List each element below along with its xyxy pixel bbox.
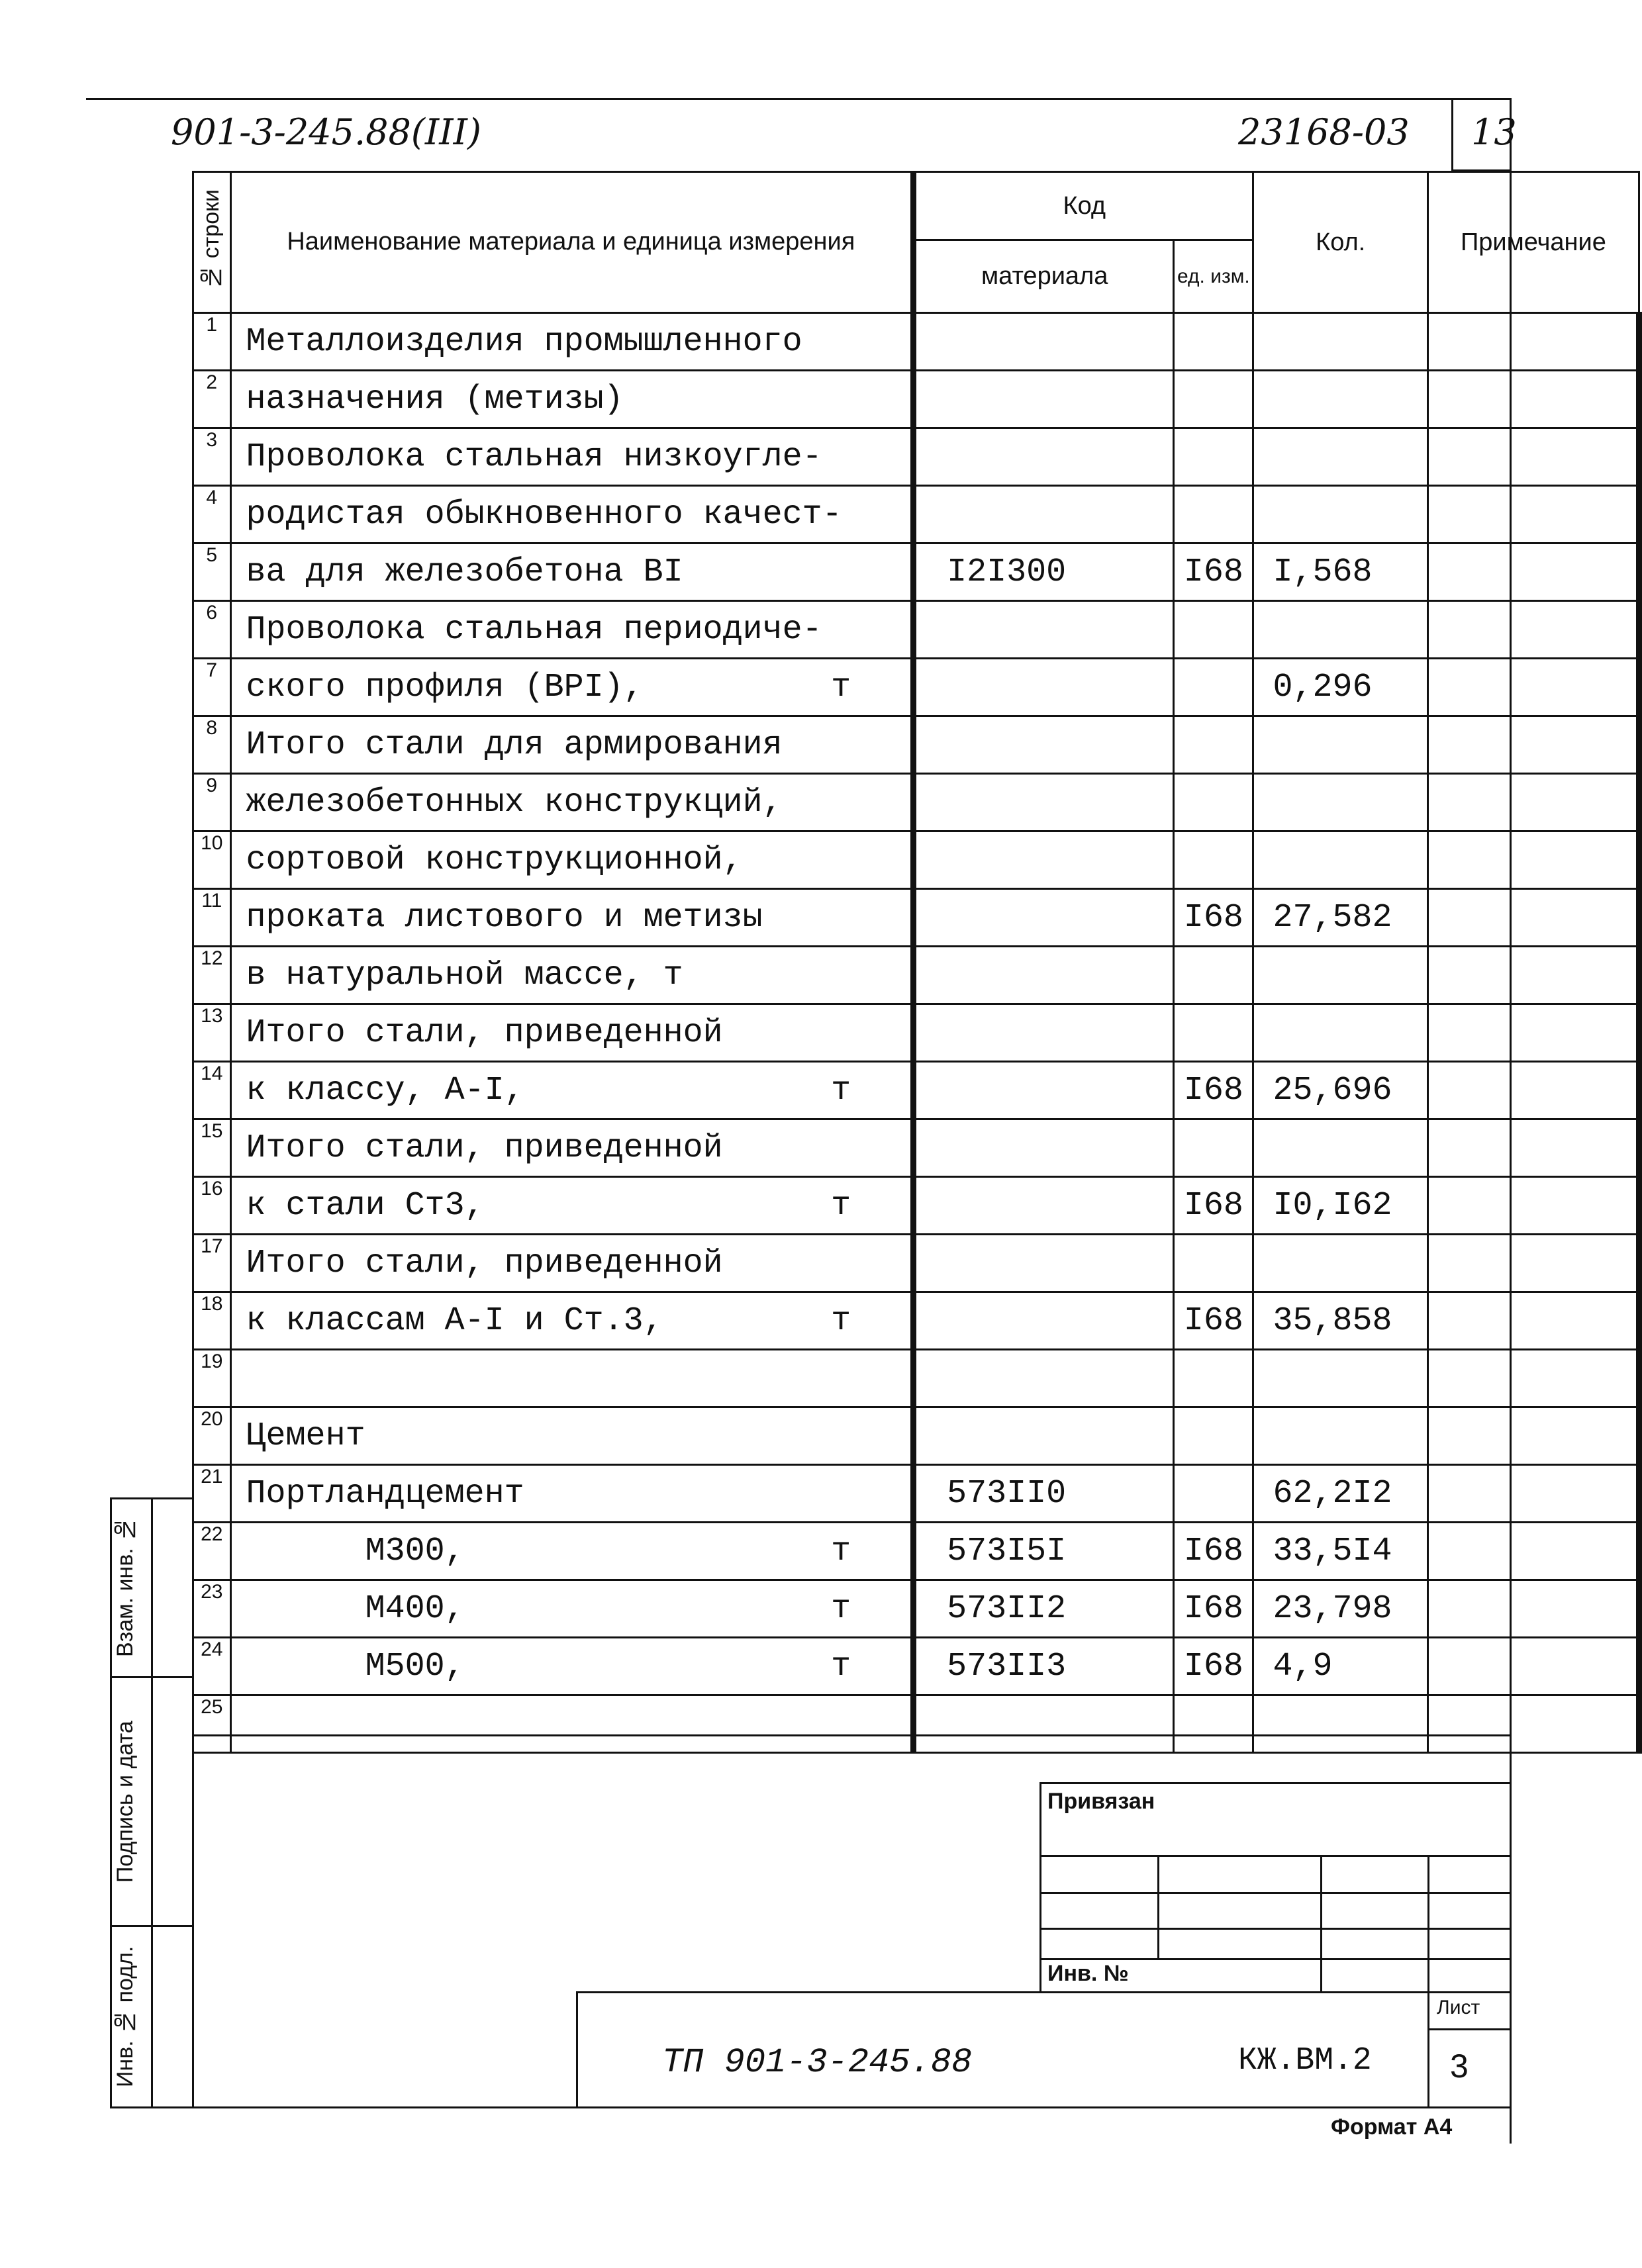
stamp-vzam: Взам. инв. №: [113, 1516, 138, 1658]
material-name-text: к классам А-I и Ст.3,: [246, 1301, 663, 1340]
row-number: 14: [193, 1062, 231, 1119]
sheet-label: Лист: [1437, 1997, 1480, 2018]
table-row: [193, 1350, 1639, 1407]
doc-designation: ТП 901-3-245.88: [662, 2043, 973, 2082]
unit-mark: т: [831, 1186, 851, 1225]
material-code: [914, 1004, 1174, 1062]
header-material: материала: [914, 240, 1174, 313]
quantity: [1253, 774, 1427, 831]
table-row: [193, 486, 1639, 543]
material-code: [914, 486, 1174, 543]
unit-code: [1174, 1695, 1253, 1753]
unit-code: I68: [1174, 1292, 1253, 1350]
sheet-number: 3: [1450, 2048, 1469, 2085]
table-row: [193, 947, 1639, 1004]
table-row: [193, 716, 1639, 774]
unit-code: I68: [1174, 1638, 1253, 1695]
note: [1427, 1407, 1639, 1465]
material-name: [230, 947, 914, 1004]
material-name: [230, 1004, 914, 1062]
material-code: [914, 889, 1174, 947]
unit-code: [1174, 1119, 1253, 1177]
note: [1427, 486, 1639, 543]
unit-code: [1174, 947, 1253, 1004]
material-name-text: к стали Ст3,: [246, 1186, 485, 1225]
unit-code: [1174, 659, 1253, 716]
note: [1427, 313, 1639, 371]
quantity: 0,296: [1253, 659, 1427, 716]
header-name: Наименование материала и единица измерения: [230, 172, 914, 313]
table-row: [193, 1119, 1639, 1177]
row-number: 20: [193, 1407, 231, 1465]
doc-code-left: 901-3-245.88(III): [171, 111, 481, 153]
material-name: [230, 1062, 914, 1119]
note: [1427, 1119, 1639, 1177]
unit-mark: т: [831, 1647, 851, 1685]
table-row: [193, 1407, 1639, 1465]
material-name-text: М300,: [246, 1532, 465, 1570]
quantity: 27,582: [1253, 889, 1427, 947]
row-number: 13: [193, 1004, 231, 1062]
table-row: [193, 1004, 1639, 1062]
note: [1427, 428, 1639, 486]
note: [1427, 1350, 1639, 1407]
table-row: [193, 1235, 1639, 1292]
quantity: I,568: [1253, 543, 1427, 601]
material-name: [230, 1177, 914, 1235]
unit-mark: т: [831, 1532, 851, 1570]
stamp-inv-podl: Инв. № подл.: [113, 1946, 138, 2087]
row-number: 2: [193, 371, 231, 428]
material-code: [914, 774, 1174, 831]
material-name: [230, 601, 914, 659]
material-code: [914, 831, 1174, 889]
table-row: [193, 1638, 1639, 1695]
note: [1427, 659, 1639, 716]
material-name-text: родистая обыкновенного качест-: [246, 495, 842, 534]
unit-code: [1174, 601, 1253, 659]
quantity: 62,2I2: [1253, 1465, 1427, 1523]
note: [1427, 1465, 1639, 1523]
material-name-text: Портландцемент: [246, 1474, 524, 1513]
material-name: [230, 1119, 914, 1177]
unit-code: I68: [1174, 1177, 1253, 1235]
table-row: [193, 1695, 1639, 1753]
unit-code: [1174, 831, 1253, 889]
material-code: 573II0: [914, 1465, 1174, 1523]
note: [1427, 1523, 1639, 1580]
table-row: [193, 1292, 1639, 1350]
table-row: [193, 1580, 1639, 1638]
table-row: [193, 889, 1639, 947]
material-name-text: к классу, А-I,: [246, 1071, 524, 1110]
note: [1427, 1004, 1639, 1062]
material-name-text: в натуральной массе, т: [246, 956, 683, 994]
doc-code-right: 23168-03: [1238, 111, 1410, 153]
unit-code: [1174, 486, 1253, 543]
note: [1427, 543, 1639, 601]
unit-code: I68: [1174, 543, 1253, 601]
material-name-text: Итого стали, приведенной: [246, 1129, 723, 1167]
table-row: [193, 428, 1639, 486]
header-unit: ед. изм.: [1174, 240, 1253, 313]
table-row: [193, 1465, 1639, 1523]
unit-code: [1174, 371, 1253, 428]
unit-code: I68: [1174, 1580, 1253, 1638]
row-number: 8: [193, 716, 231, 774]
row-number: 24: [193, 1638, 231, 1695]
material-code: [914, 313, 1174, 371]
row-number: 10: [193, 831, 231, 889]
note: [1427, 716, 1639, 774]
row-number: 18: [193, 1292, 231, 1350]
material-name: [230, 1292, 914, 1350]
table-row: [193, 659, 1639, 716]
note: [1427, 371, 1639, 428]
unit-code: [1174, 428, 1253, 486]
quantity: [1253, 313, 1427, 371]
material-name: [230, 1350, 914, 1407]
material-name: [230, 1580, 914, 1638]
material-name-text: ва для железобетона BI: [246, 553, 683, 591]
table-row: [193, 601, 1639, 659]
row-number: 12: [193, 947, 231, 1004]
note: [1427, 1580, 1639, 1638]
note: [1427, 1235, 1639, 1292]
row-number: 17: [193, 1235, 231, 1292]
quantity: [1253, 601, 1427, 659]
material-name: [230, 831, 914, 889]
material-code: [914, 601, 1174, 659]
unit-code: I68: [1174, 889, 1253, 947]
row-number: 9: [193, 774, 231, 831]
material-name-text: Проволока стальная низкоугле-: [246, 438, 822, 476]
quantity: 33,5I4: [1253, 1523, 1427, 1580]
row-number: 5: [193, 543, 231, 601]
row-number: 23: [193, 1580, 231, 1638]
material-code: 573II3: [914, 1638, 1174, 1695]
material-name: [230, 1695, 914, 1753]
material-code: I2I300: [914, 543, 1174, 601]
material-name-text: Итого стали для армирования: [246, 726, 783, 764]
material-name-text: назначения (метизы): [246, 380, 624, 418]
header-row-no: № строки: [193, 172, 231, 313]
table-row: [193, 1177, 1639, 1235]
unit-code: [1174, 1407, 1253, 1465]
quantity: [1253, 1695, 1427, 1753]
note: [1427, 889, 1639, 947]
row-number: 3: [193, 428, 231, 486]
quantity: [1253, 1350, 1427, 1407]
unit-mark: т: [831, 1301, 851, 1340]
note: [1427, 601, 1639, 659]
material-code: [914, 1119, 1174, 1177]
material-code: [914, 1235, 1174, 1292]
material-name-text: М500,: [246, 1647, 465, 1685]
row-number: 4: [193, 486, 231, 543]
quantity: [1253, 1407, 1427, 1465]
unit-mark: т: [831, 1589, 851, 1628]
quantity: 4,9: [1253, 1638, 1427, 1695]
material-name: [230, 659, 914, 716]
header-qty: Кол.: [1253, 172, 1427, 313]
quantity: [1253, 716, 1427, 774]
header-note: Примечание: [1427, 172, 1639, 313]
note: [1427, 1292, 1639, 1350]
material-name: [230, 774, 914, 831]
material-code: [914, 1177, 1174, 1235]
row-number: 11: [193, 889, 231, 947]
material-name-text: Проволока стальная периодиче-: [246, 610, 822, 649]
row-number: 21: [193, 1465, 231, 1523]
material-name-text: Металлоизделия промышленного: [246, 322, 802, 361]
material-code: [914, 1695, 1174, 1753]
unit-code: [1174, 1465, 1253, 1523]
format-label: Формат А4: [1331, 2114, 1453, 2140]
note: [1427, 774, 1639, 831]
unit-code: [1174, 1235, 1253, 1292]
header-code: Код: [914, 172, 1253, 240]
material-code: [914, 716, 1174, 774]
material-code: [914, 659, 1174, 716]
material-name: [230, 313, 914, 371]
material-code: [914, 1407, 1174, 1465]
note: [1427, 1177, 1639, 1235]
material-name-text: ского профиля (ВРI),: [246, 668, 644, 706]
unit-code: I68: [1174, 1523, 1253, 1580]
quantity: 25,696: [1253, 1062, 1427, 1119]
table-row: [193, 371, 1639, 428]
privyazan-label: Привязан: [1047, 1789, 1155, 1814]
table-row: [193, 543, 1639, 601]
material-name-text: Итого стали, приведенной: [246, 1244, 723, 1282]
quantity: I0,I62: [1253, 1177, 1427, 1235]
quantity: [1253, 371, 1427, 428]
stamp-podpis: Подпись и дата: [113, 1721, 138, 1883]
material-name: [230, 889, 914, 947]
material-code: [914, 947, 1174, 1004]
table-row: [193, 774, 1639, 831]
quantity: 35,858: [1253, 1292, 1427, 1350]
material-code: 573II2: [914, 1580, 1174, 1638]
sheet-code: КЖ.ВМ.2: [1238, 2043, 1372, 2079]
material-name: [230, 716, 914, 774]
row-number: 1: [193, 313, 231, 371]
quantity: [1253, 831, 1427, 889]
note: [1427, 1695, 1639, 1753]
quantity: [1253, 1235, 1427, 1292]
quantity: 23,798: [1253, 1580, 1427, 1638]
material-name-text: М400,: [246, 1589, 465, 1628]
unit-code: [1174, 774, 1253, 831]
unit-code: [1174, 1350, 1253, 1407]
material-name-text: Цемент: [246, 1417, 365, 1455]
row-number: 15: [193, 1119, 231, 1177]
quantity: [1253, 1119, 1427, 1177]
material-name-text: проката листового и метизы: [246, 898, 763, 937]
table-row: [193, 831, 1639, 889]
table-row: [193, 1523, 1639, 1580]
table-row: [193, 313, 1639, 371]
note: [1427, 831, 1639, 889]
materials-table: [192, 171, 1642, 1754]
unit-mark: т: [831, 1071, 851, 1110]
material-name: [230, 428, 914, 486]
material-name: [230, 1465, 914, 1523]
unit-code: [1174, 1004, 1253, 1062]
table-row: [193, 1062, 1639, 1119]
material-code: [914, 371, 1174, 428]
material-name-text: сортовой конструкционной,: [246, 841, 743, 879]
unit-code: [1174, 313, 1253, 371]
material-code: [914, 1292, 1174, 1350]
material-code: [914, 428, 1174, 486]
material-name: [230, 543, 914, 601]
quantity: [1253, 486, 1427, 543]
material-name: [230, 1638, 914, 1695]
note: [1427, 947, 1639, 1004]
note: [1427, 1062, 1639, 1119]
unit-code: I68: [1174, 1062, 1253, 1119]
row-number: 16: [193, 1177, 231, 1235]
quantity: [1253, 1004, 1427, 1062]
material-name-text: Итого стали, приведенной: [246, 1014, 723, 1052]
quantity: [1253, 947, 1427, 1004]
material-name-text: железобетонных конструкций,: [246, 783, 783, 822]
material-code: 573I5I: [914, 1523, 1174, 1580]
unit-mark: т: [831, 668, 851, 706]
row-number: 6: [193, 601, 231, 659]
material-name: [230, 371, 914, 428]
material-code: [914, 1350, 1174, 1407]
material-name: [230, 1235, 914, 1292]
unit-code: [1174, 716, 1253, 774]
row-number: 7: [193, 659, 231, 716]
page-number: 13: [1471, 111, 1517, 153]
material-name: [230, 1523, 914, 1580]
inv-no-label: Инв. №: [1047, 1961, 1129, 1986]
row-number: 22: [193, 1523, 231, 1580]
quantity: [1253, 428, 1427, 486]
material-name: [230, 486, 914, 543]
row-number: 19: [193, 1350, 231, 1407]
material-code: [914, 1062, 1174, 1119]
note: [1427, 1638, 1639, 1695]
row-number: 25: [193, 1695, 231, 1753]
material-name: [230, 1407, 914, 1465]
